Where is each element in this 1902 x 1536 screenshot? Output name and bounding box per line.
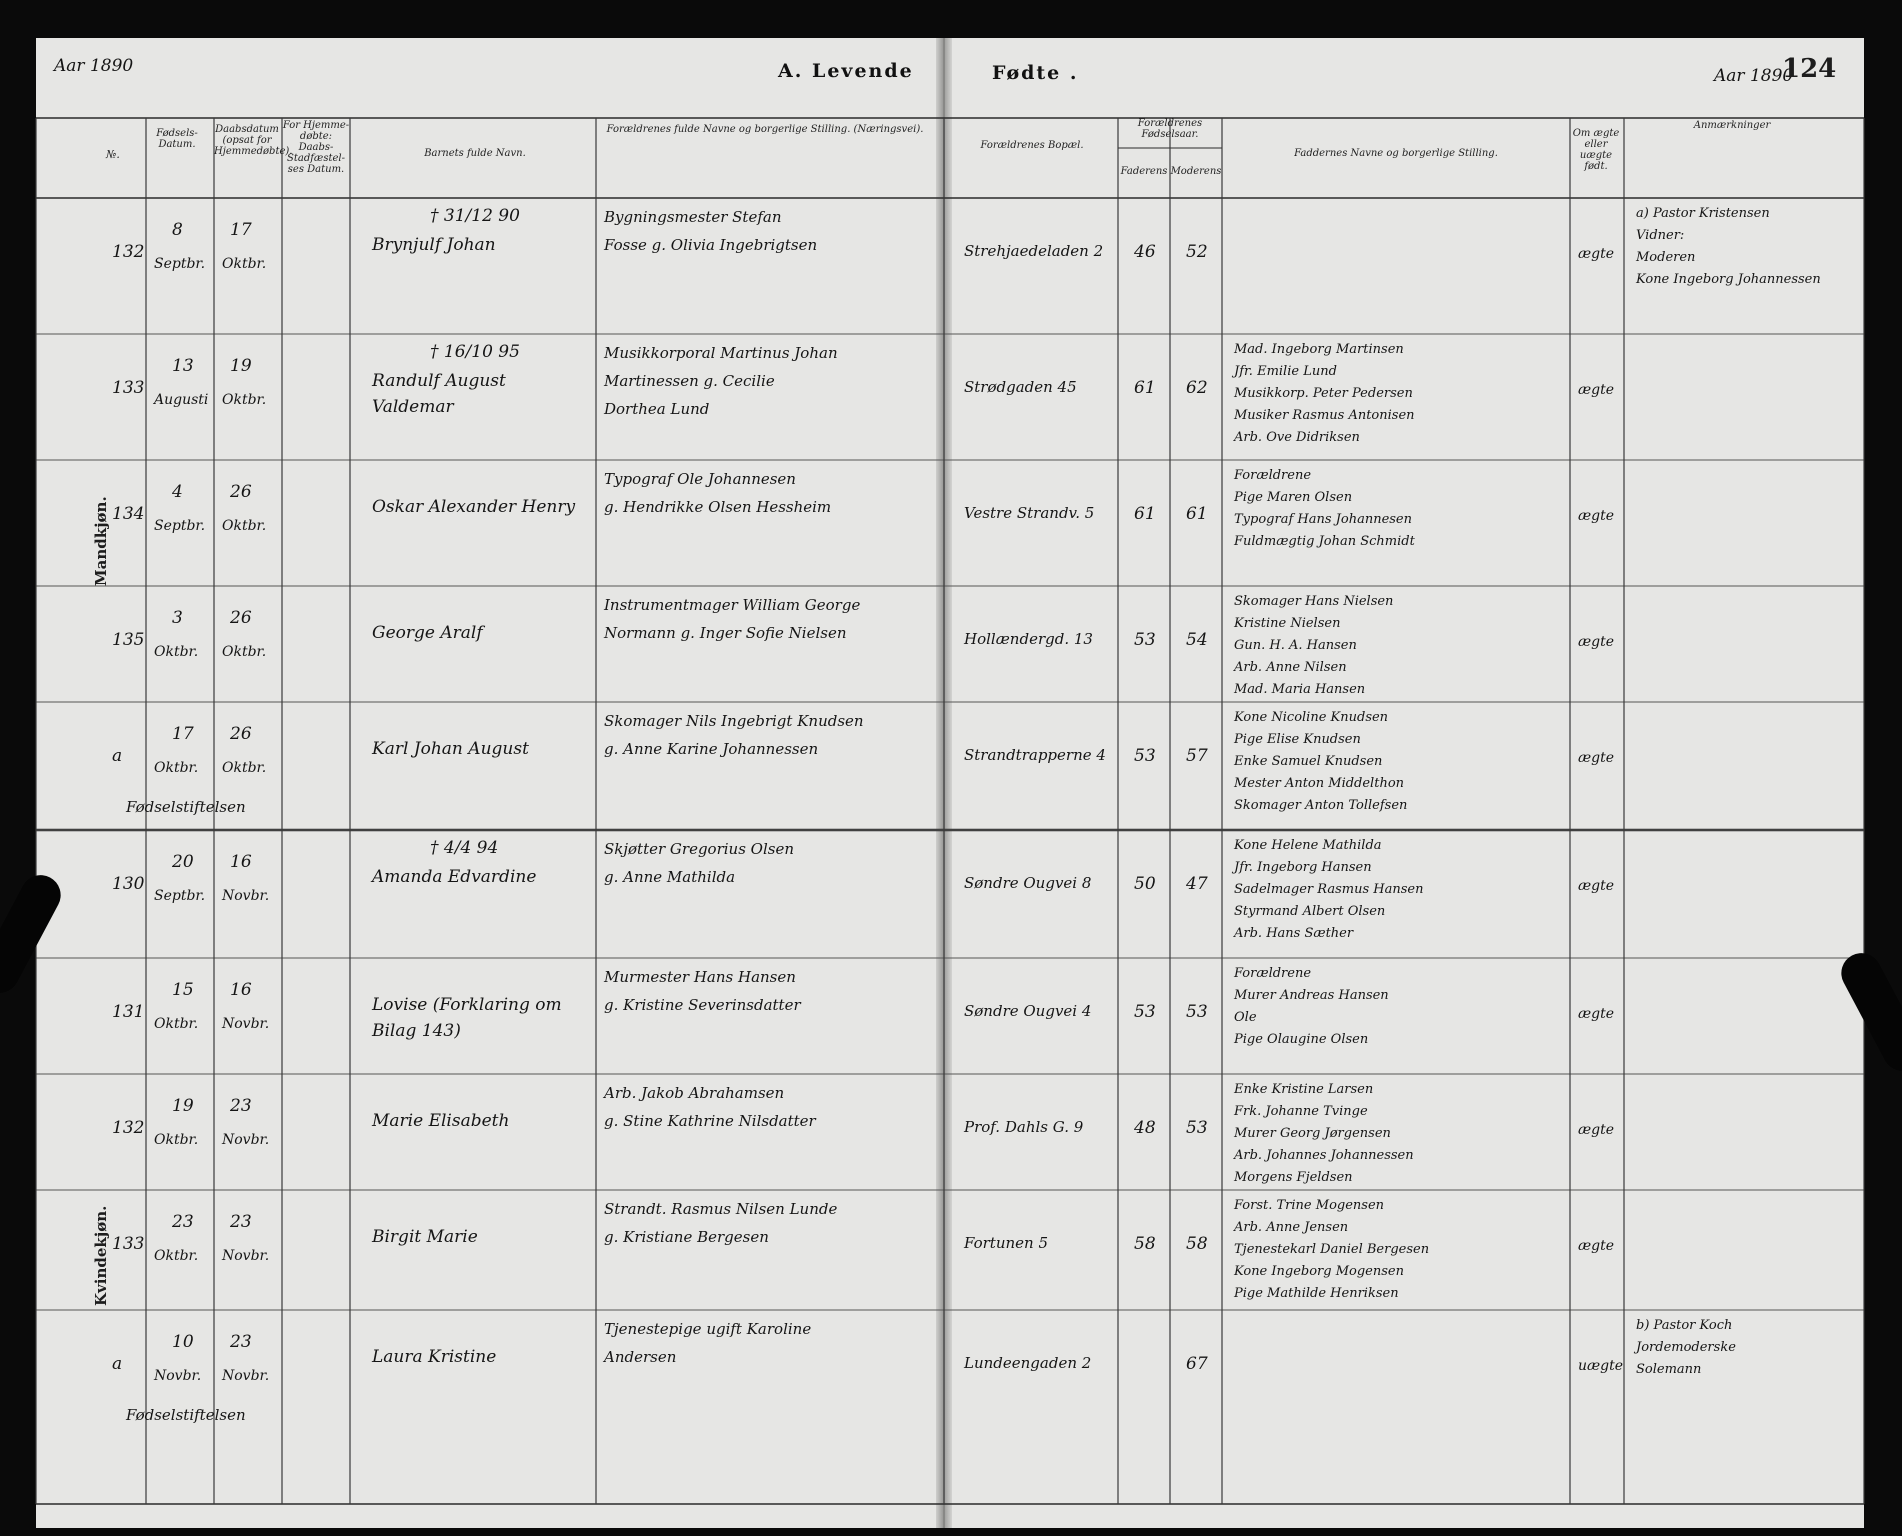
- baptism-month: Novbr.: [222, 888, 270, 904]
- sponsor-line: Kone Helene Mathilda: [1234, 838, 1382, 853]
- baptism-month: Oktbr.: [222, 392, 267, 408]
- birth-month: Novbr.: [154, 1368, 202, 1384]
- section-girls: Kvindekjøn.: [92, 1205, 110, 1306]
- mother-birth-year: 67: [1186, 1354, 1208, 1374]
- residence: Fortunen 5: [964, 1234, 1048, 1252]
- parent-line: Musikkorporal Martinus Johan: [604, 344, 838, 362]
- parent-line: Murmester Hans Hansen: [604, 968, 796, 986]
- death-note: † 31/12 90: [430, 206, 520, 226]
- mother-birth-year: 61: [1186, 504, 1208, 524]
- legitimacy: ægte: [1578, 1238, 1615, 1254]
- col-birth-year-header: Forældrenes Fødselsaar.: [1137, 118, 1203, 140]
- father-birth-year: 48: [1134, 1118, 1156, 1138]
- entry-number: a: [112, 1354, 123, 1374]
- baptism-month: Novbr.: [222, 1248, 270, 1264]
- sponsor-line: Skomager Anton Tollefsen: [1234, 798, 1408, 813]
- sponsor-line: Kone Ingeborg Mogensen: [1234, 1264, 1404, 1279]
- birth-month: Oktbr.: [154, 1016, 199, 1032]
- child-name: Brynjulf Johan: [372, 235, 496, 255]
- residence: Hollændergd. 13: [964, 630, 1093, 648]
- residence: Strødgaden 45: [964, 378, 1077, 396]
- sponsor-line: Sadelmager Rasmus Hansen: [1234, 882, 1424, 897]
- child-name: Oskar Alexander Henry: [372, 497, 576, 517]
- child-name: Laura Kristine: [372, 1347, 497, 1367]
- baptism-day: 16: [230, 852, 252, 872]
- page-number: 124: [1782, 54, 1837, 84]
- birth-day: 4: [172, 482, 183, 502]
- baptism-month: Oktbr.: [222, 760, 267, 776]
- title-right: Fødte .: [992, 62, 1079, 84]
- parent-line: g. Anne Mathilda: [604, 868, 736, 886]
- sponsor-line: Forst. Trine Mogensen: [1234, 1198, 1385, 1213]
- sponsor-line: Pige Olaugine Olsen: [1234, 1032, 1369, 1047]
- sponsor-line: Skomager Hans Nielsen: [1234, 594, 1394, 609]
- baptism-month: Oktbr.: [222, 518, 267, 534]
- entry-number: a: [112, 746, 123, 766]
- sponsor-line: Mester Anton Middelthon: [1234, 776, 1405, 791]
- birth-month: Septbr.: [154, 518, 206, 534]
- entry-number: 132: [112, 1118, 145, 1138]
- col-remarks-header: Anmærkninger: [1693, 120, 1771, 131]
- mother-birth-year: 53: [1186, 1002, 1208, 1022]
- birth-month: Oktbr.: [154, 760, 199, 776]
- parent-line: g. Stine Kathrine Nilsdatter: [604, 1112, 816, 1130]
- year-left: Aar 1890: [54, 56, 134, 76]
- legitimacy: ægte: [1578, 508, 1615, 524]
- entry-number: 133: [112, 378, 145, 398]
- child-name: Birgit Marie: [372, 1227, 478, 1247]
- sponsor-line: Mad. Maria Hansen: [1234, 682, 1366, 697]
- mother-birth-year: 62: [1186, 378, 1208, 398]
- parent-line: Tjenestepige ugift Karoline: [604, 1320, 812, 1338]
- sponsor-line: Arb. Johannes Johannessen: [1234, 1148, 1414, 1163]
- residence: Søndre Ougvei 8: [964, 874, 1092, 892]
- child-name: Lovise (Forklaring om Bilag 143): [372, 995, 562, 1041]
- father-birth-year: 53: [1134, 1002, 1156, 1022]
- sponsor-line: Fuldmægtig Johan Schmidt: [1234, 534, 1415, 549]
- sponsor-line: Forældrene: [1234, 966, 1312, 981]
- father-birth-year: 53: [1134, 630, 1156, 650]
- birth-month: Augusti: [154, 392, 209, 408]
- sponsor-line: Jfr. Emilie Lund: [1234, 364, 1337, 379]
- parent-line: Dorthea Lund: [604, 400, 710, 418]
- baptism-month: Novbr.: [222, 1368, 270, 1384]
- birthplace-note: Fødselstiftelsen: [126, 1406, 246, 1424]
- parent-line: Skjøtter Gregorius Olsen: [604, 840, 795, 858]
- baptism-day: 26: [230, 724, 252, 744]
- sponsor-line: Typograf Hans Johannesen: [1234, 512, 1412, 527]
- section-boys: Mandkjøn.: [92, 496, 110, 586]
- residence: Vestre Strandv. 5: [964, 504, 1095, 522]
- sponsor-line: Jfr. Ingeborg Hansen: [1234, 860, 1372, 875]
- birth-day: 13: [172, 356, 194, 376]
- legitimacy: ægte: [1578, 1122, 1615, 1138]
- col-nr-header: №.: [106, 148, 120, 161]
- baptism-month: Novbr.: [222, 1132, 270, 1148]
- residence: Prof. Dahls G. 9: [964, 1118, 1084, 1136]
- baptism-month: Oktbr.: [222, 256, 267, 272]
- year-right: Aar 1890: [1714, 66, 1794, 86]
- legitimacy: uægte: [1578, 1358, 1624, 1374]
- residence: Strehjaedeladen 2: [964, 242, 1104, 260]
- birth-month: Oktbr.: [154, 1248, 199, 1264]
- sponsor-line: Kristine Nielsen: [1234, 616, 1341, 631]
- col-sponsors-header: Faddernes Navne og borgerlige Stilling.: [1294, 148, 1498, 159]
- sponsor-line: Enke Samuel Knudsen: [1234, 754, 1383, 769]
- birth-day: 17: [172, 724, 194, 744]
- parent-line: Instrumentmager William George: [604, 596, 861, 614]
- col-mother-header: Moderens: [1170, 166, 1222, 177]
- parent-line: Bygningsmester Stefan: [604, 208, 782, 226]
- sponsor-line: Arb. Anne Jensen: [1234, 1220, 1349, 1235]
- mother-birth-year: 57: [1186, 746, 1208, 766]
- parent-line: g. Kristine Severinsdatter: [604, 996, 801, 1014]
- child-name: George Aralf: [372, 623, 483, 643]
- sponsor-line: Musikkorp. Peter Pedersen: [1234, 386, 1413, 401]
- sponsor-line: Musiker Rasmus Antonisen: [1234, 408, 1415, 423]
- entry-number: 133: [112, 1234, 145, 1254]
- baptism-day: 23: [230, 1096, 252, 1116]
- sponsor-line: Mad. Ingeborg Martinsen: [1234, 342, 1404, 357]
- baptism-month: Novbr.: [222, 1016, 270, 1032]
- death-note: † 4/4 94: [430, 838, 499, 858]
- child-name: Marie Elisabeth: [372, 1111, 510, 1131]
- remark-line: b) Pastor Koch: [1636, 1318, 1733, 1333]
- parent-line: Fosse g. Olivia Ingebrigtsen: [604, 236, 818, 254]
- col-legit-header: Om ægte eller uægte født.: [1572, 128, 1620, 172]
- col-birth-header: Fødsels-Datum.: [156, 128, 198, 150]
- legitimacy: ægte: [1578, 382, 1615, 398]
- entry-number: 130: [112, 874, 145, 894]
- birth-month: Septbr.: [154, 256, 206, 272]
- baptism-day: 26: [230, 608, 252, 628]
- sponsor-line: Frk. Johanne Tvinge: [1234, 1104, 1368, 1119]
- birth-month: Oktbr.: [154, 1132, 199, 1148]
- father-birth-year: 61: [1134, 504, 1156, 524]
- legitimacy: ægte: [1578, 878, 1615, 894]
- parent-line: Typograf Ole Johannesen: [604, 470, 796, 488]
- birth-day: 10: [172, 1332, 194, 1352]
- death-note: † 16/10 95: [430, 342, 520, 362]
- entry-number: 135: [112, 630, 145, 650]
- parent-line: g. Hendrikke Olsen Hessheim: [604, 498, 832, 516]
- child-name: Karl Johan August: [372, 739, 529, 759]
- baptism-day: 26: [230, 482, 252, 502]
- baptism-day: 23: [230, 1332, 252, 1352]
- birthplace-note: Fødselstiftelsen: [126, 798, 246, 816]
- remark-line: a) Pastor Kristensen: [1636, 206, 1770, 221]
- sponsor-line: Styrmand Albert Olsen: [1234, 904, 1386, 919]
- father-birth-year: 50: [1134, 874, 1156, 894]
- birth-day: 23: [172, 1212, 194, 1232]
- entry-number: 134: [112, 504, 145, 524]
- sponsor-line: Gun. H. A. Hansen: [1234, 638, 1357, 653]
- baptism-day: 16: [230, 980, 252, 1000]
- baptism-month: Oktbr.: [222, 644, 267, 660]
- legitimacy: ægte: [1578, 246, 1615, 262]
- entry-number: 132: [112, 242, 145, 262]
- birth-day: 19: [172, 1096, 194, 1116]
- remark-line: Vidner:: [1636, 228, 1685, 243]
- legitimacy: ægte: [1578, 750, 1615, 766]
- sponsor-line: Pige Maren Olsen: [1234, 490, 1353, 505]
- legitimacy: ægte: [1578, 1006, 1615, 1022]
- residence: Lundeengaden 2: [964, 1354, 1092, 1372]
- child-name: Randulf August Valdemar: [372, 371, 506, 417]
- sponsor-line: Enke Kristine Larsen: [1234, 1082, 1374, 1097]
- sponsor-line: Murer Georg Jørgensen: [1234, 1126, 1391, 1141]
- mother-birth-year: 52: [1186, 242, 1208, 262]
- col-child-name-header: Barnets fulde Navn.: [424, 148, 526, 159]
- remark-line: Moderen: [1636, 250, 1696, 265]
- baptism-day: 17: [230, 220, 252, 240]
- parent-line: Skomager Nils Ingebrigt Knudsen: [604, 712, 864, 730]
- parent-line: g. Anne Karine Johannessen: [604, 740, 819, 758]
- parent-line: Martinessen g. Cecilie: [604, 372, 775, 390]
- birth-day: 8: [172, 220, 183, 240]
- parent-line: g. Kristiane Bergesen: [604, 1228, 769, 1246]
- mother-birth-year: 47: [1186, 874, 1208, 894]
- sponsor-line: Murer Andreas Hansen: [1234, 988, 1389, 1003]
- birth-month: Oktbr.: [154, 644, 199, 660]
- father-birth-year: 58: [1134, 1234, 1156, 1254]
- remark-line: Jordemoderske: [1636, 1340, 1736, 1355]
- sponsor-line: Arb. Ove Didriksen: [1234, 430, 1360, 445]
- birth-day: 20: [172, 852, 194, 872]
- residence: Strandtrapperne 4: [964, 746, 1106, 764]
- entry-number: 131: [112, 1002, 145, 1022]
- mother-birth-year: 58: [1186, 1234, 1208, 1254]
- parent-line: Strandt. Rasmus Nilsen Lunde: [604, 1200, 838, 1218]
- sponsor-line: Arb. Hans Sæther: [1234, 926, 1354, 941]
- remark-line: Solemann: [1636, 1362, 1702, 1377]
- mother-birth-year: 54: [1186, 630, 1208, 650]
- sponsor-line: Forældrene: [1234, 468, 1312, 483]
- father-birth-year: 61: [1134, 378, 1156, 398]
- parent-line: Andersen: [604, 1348, 677, 1366]
- sponsor-line: Pige Elise Knudsen: [1234, 732, 1361, 747]
- father-birth-year: 53: [1134, 746, 1156, 766]
- baptism-day: 23: [230, 1212, 252, 1232]
- col-father-header: Faderens: [1120, 166, 1168, 177]
- sponsor-line: Pige Mathilde Henriksen: [1234, 1286, 1399, 1301]
- child-name: Amanda Edvardine: [372, 867, 537, 887]
- residence: Søndre Ougvei 4: [964, 1002, 1092, 1020]
- remark-line: Kone Ingeborg Johannessen: [1636, 272, 1821, 287]
- birth-day: 3: [172, 608, 183, 628]
- sponsor-line: Kone Nicoline Knudsen: [1234, 710, 1389, 725]
- legitimacy: ægte: [1578, 634, 1615, 650]
- birth-month: Septbr.: [154, 888, 206, 904]
- parent-line: Normann g. Inger Sofie Nielsen: [604, 624, 847, 642]
- mother-birth-year: 53: [1186, 1118, 1208, 1138]
- baptism-day: 19: [230, 356, 252, 376]
- sponsor-line: Ole: [1234, 1010, 1257, 1025]
- col-residence-header: Forældrenes Bopæl.: [980, 140, 1084, 151]
- parent-line: Arb. Jakob Abrahamsen: [604, 1084, 785, 1102]
- birth-day: 15: [172, 980, 194, 1000]
- col-parents-header: Forældrenes fulde Navne og borgerlige Stilling. (Næringsvei).: [606, 124, 924, 135]
- col-home-baptized-header: For Hjemme-døbte: Daabs-Stadfæstel-ses Datum.: [282, 120, 350, 175]
- sponsor-line: Morgens Fjeldsen: [1234, 1170, 1353, 1185]
- title-left: A. Levende: [778, 60, 914, 82]
- sponsor-line: Arb. Anne Nilsen: [1234, 660, 1347, 675]
- sponsor-line: Tjenestekarl Daniel Bergesen: [1234, 1242, 1430, 1257]
- father-birth-year: 46: [1134, 242, 1156, 262]
- col-baptism-header: Daabsdatum (opsat for Hjemmedøbte).: [214, 124, 293, 157]
